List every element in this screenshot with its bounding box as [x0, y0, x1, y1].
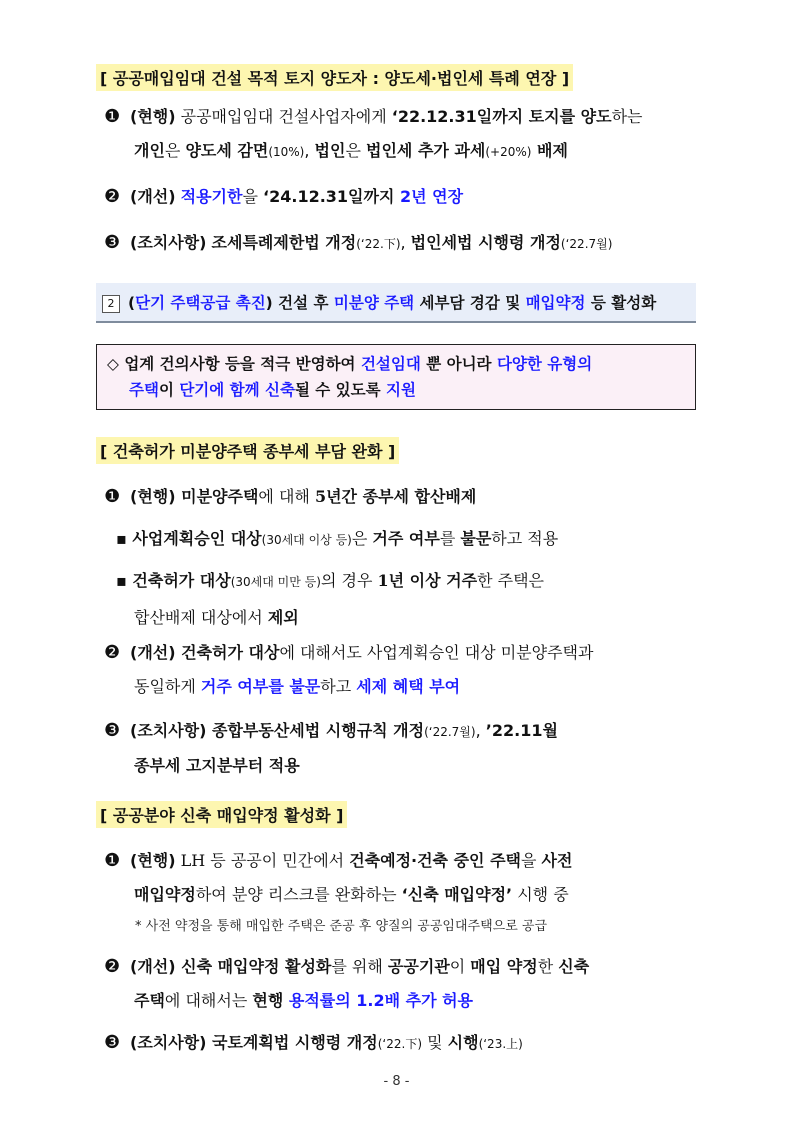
- tag-current: (현행): [130, 107, 176, 126]
- circled-number-1: ❶: [104, 850, 121, 871]
- section-heading-land-transfer: [ 공공매입임대 건설 목적 토지 양도자 : 양도세·법인세 특례 연장 ]: [96, 64, 573, 91]
- square-bullet-icon: ▪: [116, 529, 127, 548]
- item-current-purchase: ❶ (현행) LH 등 공공이 민간에서 건축예정·건축 중인 주택을 사전 매입약정하여 분양 리스크를 완화하는 ‘신축 매입약정’ 시행 중: [104, 844, 572, 912]
- subsection-title-box: 2 (단기 주택공급 촉진) 건설 후 미분양 주택 세부담 경감 및 매입약정 등 활성화: [96, 283, 696, 323]
- item-measure-purchase: ❸ (조치사항) 국토계획법 시행령 개정(‘22.下) 및 시행(‘23.上): [104, 1026, 523, 1061]
- tag-measure: (조치사항): [130, 233, 207, 252]
- summary-box: ◇ 업계 건의사항 등을 적극 반영하여 건설임대 뿐 아니라 다양한 유형의 주택이 단기에 함께 신축될 수 있도록 지원: [96, 344, 696, 410]
- item-current-unsold: ❶ (현행) 미분양주택에 대해 5년간 종부세 합산배제: [104, 480, 476, 514]
- circled-number-3: ❸: [104, 720, 121, 741]
- tag-improve: (개선): [130, 187, 176, 206]
- square-bullet-icon: ▪: [116, 571, 127, 590]
- bullet-permit-target: ▪ 건축허가 대상(30세대 미만 등)의 경우 1년 이상 거주한 주택은 합산배제 대상에서 제외: [116, 571, 544, 627]
- page-number: - 8 -: [383, 1074, 410, 1089]
- section-number-box: 2: [102, 295, 120, 313]
- circled-number-3: ❸: [104, 1032, 121, 1053]
- section-heading-purchase-agreement: [ 공공분야 신축 매입약정 활성화 ]: [96, 801, 347, 828]
- bullet-approval-target: ▪ 사업계획승인 대상(30세대 이상 등)은 거주 여부를 불문하고 적용: [116, 529, 559, 548]
- circled-number-3: ❸: [104, 232, 121, 253]
- item-improve-land: ❷ (개선) 적용기한을 ‘24.12.31일까지 2년 연장: [104, 180, 463, 214]
- circled-number-2: ❷: [104, 186, 121, 207]
- circled-number-2: ❷: [104, 642, 121, 663]
- circled-number-1: ❶: [104, 486, 121, 507]
- item-measure-land: ❸ (조치사항) 조세특례제한법 개정(‘22.下), 법인세법 시행령 개정(‘22.7월): [104, 226, 612, 261]
- item-measure-unsold: ❸ (조치사항) 종합부동산세법 시행규칙 개정(‘22.7월), ’22.11월 종부세 고지분부터 적용: [104, 714, 558, 783]
- footnote: * 사전 약정을 통해 매입한 주택은 준공 후 양질의 공공임대주택으로 공급: [135, 919, 548, 934]
- circled-number-2: ❷: [104, 956, 121, 977]
- circled-number-1: ❶: [104, 106, 121, 127]
- diamond-icon: ◇: [107, 355, 119, 373]
- item-current-land: ❶ (현행) 공공매입임대 건설사업자에게 ‘22.12.31일까지 토지를 양도하는 개인은 양도세 감면(10%), 법인은 법인세 추가 과세(+20%) 배제: [104, 100, 642, 169]
- item-improve-unsold: ❷ (개선) 건축허가 대상에 대해서도 사업계획승인 대상 미분양주택과 동일하게 거주 여부를 불문하고 세제 혜택 부여: [104, 636, 593, 704]
- item-improve-purchase: ❷ (개선) 신축 매입약정 활성화를 위해 공공기관이 매입 약정한 신축 주택에 대해서는 현행 용적률의 1.2배 추가 허용: [104, 950, 589, 1018]
- section-heading-unsold-housing: [ 건축허가 미분양주택 종부세 부담 완화 ]: [96, 437, 399, 464]
